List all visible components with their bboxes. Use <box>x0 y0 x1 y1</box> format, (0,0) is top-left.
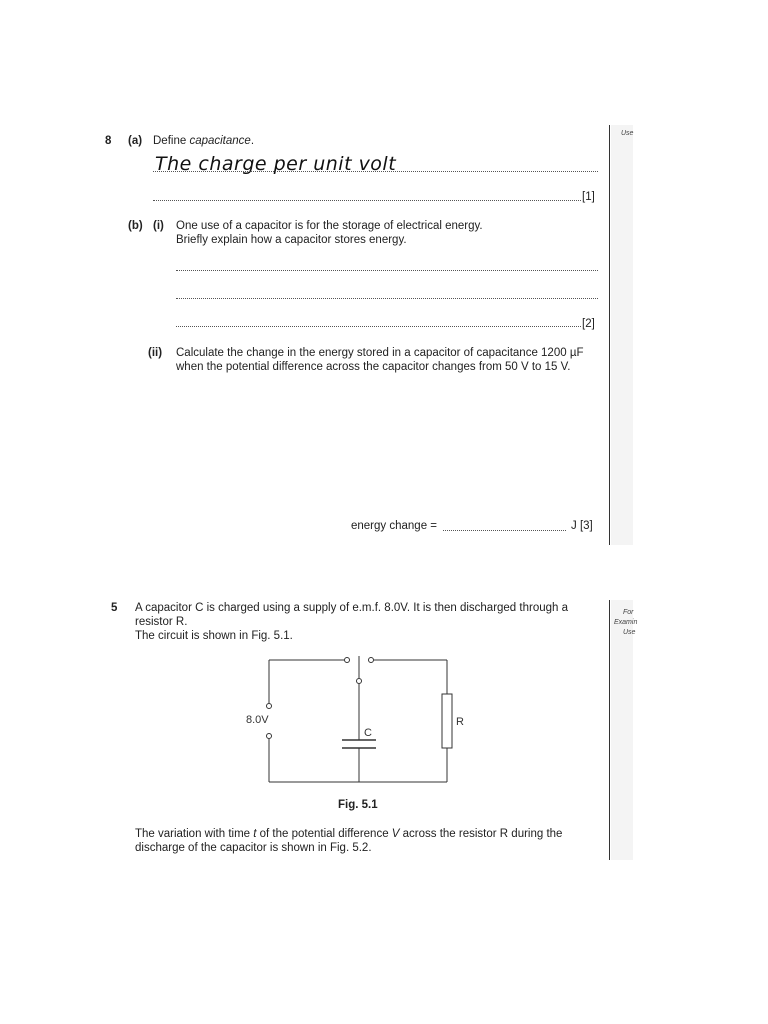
supply-label: 8.0V <box>246 714 269 726</box>
mark: [1] <box>582 191 595 203</box>
switch-pivot <box>357 679 362 684</box>
resistor <box>442 694 452 748</box>
margin-line <box>609 600 610 860</box>
answer-line <box>176 326 581 327</box>
part-bii-text: Calculate the change in the energy stored in a capacitor of capacitance 1200 µF <box>176 347 584 359</box>
part-b-label: (b) <box>128 220 143 232</box>
figure-caption: Fig. 5.1 <box>338 799 378 811</box>
margin-shade <box>611 125 633 545</box>
part-a-label: (a) <box>128 135 143 147</box>
part-bi-text: Briefly explain how a capacitor stores energy. <box>176 234 407 246</box>
margin-label: Use <box>621 130 634 137</box>
answer-line <box>153 200 581 201</box>
supply-terminal <box>267 734 272 739</box>
margin-line <box>609 125 610 545</box>
part-bi-label: (i) <box>153 220 164 232</box>
answer-line <box>443 530 566 531</box>
question-text: discharge of the capacitor is shown in Fig. 5.2. <box>135 842 372 854</box>
resistor-label: R <box>456 716 464 728</box>
part-bii-text: when the potential difference across the capacitor changes from 50 V to 15 V. <box>176 361 571 373</box>
capacitor-label: C <box>364 727 372 739</box>
mark: [2] <box>582 318 595 330</box>
answer-label: energy change = <box>351 520 437 532</box>
question-number: 5 <box>111 602 118 614</box>
question-text: A capacitor C is charged using a supply of e.m.f. 8.0V. It is then discharged through a <box>135 602 568 614</box>
supply-terminal <box>267 704 272 709</box>
answer-unit: J [3] <box>571 520 593 532</box>
question-text: resistor R. <box>135 616 188 628</box>
switch-terminal <box>369 658 374 663</box>
answer-line <box>176 298 598 299</box>
margin-label: Use <box>623 629 636 636</box>
question-number: 8 <box>105 135 112 147</box>
answer-line <box>153 171 598 172</box>
handwritten-answer: The charge per unit volt <box>155 153 397 175</box>
margin-label: Examin <box>614 619 638 626</box>
part-a-prompt: Define capacitance. <box>153 135 255 147</box>
question-text: The circuit is shown in Fig. 5.1. <box>135 630 293 642</box>
answer-line <box>176 270 598 271</box>
switch-terminal <box>345 658 350 663</box>
question-text: The variation with time t of the potential difference V across the resistor R during the <box>135 828 563 840</box>
circuit-diagram <box>240 650 470 790</box>
margin-shade <box>611 600 636 860</box>
part-bii-label: (ii) <box>148 347 163 359</box>
margin-label: For <box>623 609 634 616</box>
part-bi-text: One use of a capacitor is for the storage of electrical energy. <box>176 220 483 232</box>
